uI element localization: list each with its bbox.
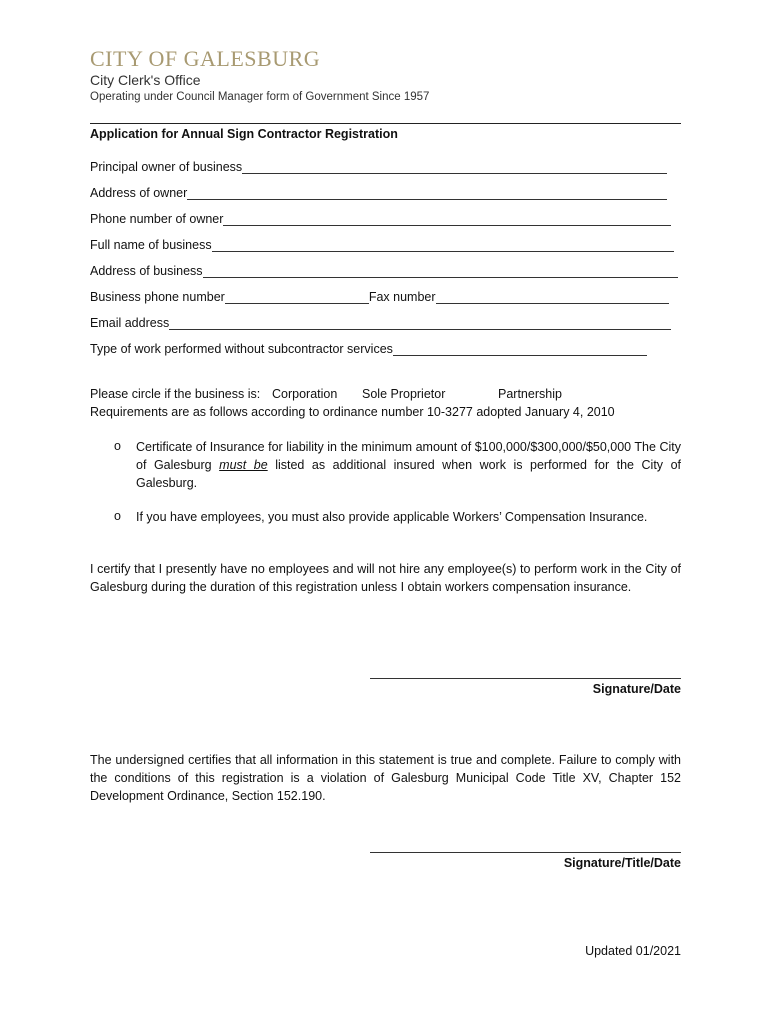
principal-owner-label: Principal owner of business (90, 160, 243, 174)
insurance-requirement (136, 438, 681, 492)
insurance-text-start: Certificate of Insurance for liability in the minimum amount of $100,000/$300,000/$50,000 The City of Galesburg (136, 440, 681, 472)
insurance-text-end: listed as additional insured when work is performed for the City of Galesburg. (136, 458, 681, 490)
business-name-field[interactable] (90, 238, 681, 254)
bullet-marker: o (114, 439, 121, 453)
work-type-blank[interactable] (393, 343, 647, 356)
business-name-label: Full name of business (90, 238, 212, 252)
form-title: Application for Annual Sign Contractor Registration (90, 127, 398, 141)
signature-line-1[interactable] (370, 678, 681, 679)
owner-phone-field[interactable] (90, 212, 681, 228)
principal-owner-blank[interactable] (242, 161, 667, 174)
business-phone-field[interactable] (90, 290, 681, 306)
office-name: City Clerk's Office (90, 72, 201, 88)
business-phone-blank[interactable] (225, 291, 369, 304)
fax-label: Fax number (368, 290, 436, 304)
certification-statement: I certify that I presently have no employees and will not hire any employee(s) to perform work in the City of Galesburg during the duration of this registration unless I obtain workers compensation insurance. (90, 562, 681, 594)
fax-blank[interactable] (436, 291, 669, 304)
must-be-emphasis: must be (219, 458, 268, 472)
owner-address-field[interactable] (90, 186, 681, 202)
owner-address-label: Address of owner (90, 186, 188, 200)
work-type-field[interactable] (90, 342, 681, 358)
government-subtitle: Operating under Council Manager form of Government Since 1957 (90, 91, 430, 103)
business-address-label: Address of business (90, 264, 203, 278)
owner-phone-blank[interactable] (223, 213, 671, 226)
option-sole-proprietor[interactable]: Sole Proprietor (362, 387, 446, 401)
owner-phone-label: Phone number of owner (90, 212, 224, 226)
business-type-prompt: Please circle if the business is: (90, 387, 261, 401)
business-name-blank[interactable] (212, 239, 674, 252)
bullet-marker: o (114, 509, 121, 523)
principal-owner-field[interactable] (90, 160, 681, 176)
work-type-label: Type of work performed without subcontractor services (90, 342, 393, 356)
city-title: CITY OF GALESBURG (90, 46, 321, 71)
workers-comp-requirement: If you have employees, you must also provide applicable Workers’ Compensation Insurance. (136, 510, 648, 524)
owner-address-blank[interactable] (187, 187, 667, 200)
signature-title-date-label: Signature/Title/Date (563, 856, 681, 870)
option-corporation[interactable]: Corporation (272, 387, 338, 401)
business-address-blank[interactable] (203, 265, 678, 278)
requirements-intro: Requirements are as follows according to ordinance number 10-3277 adopted January 4, 2010 (90, 405, 615, 419)
signature-date-label: Signature/Date (592, 682, 681, 696)
updated-date: Updated 01/2021 (585, 944, 681, 958)
email-field[interactable] (90, 316, 681, 332)
email-label: Email address (90, 316, 170, 330)
business-phone-label: Business phone number (90, 290, 225, 304)
option-partnership[interactable]: Partnership (498, 387, 562, 401)
header-divider (90, 123, 681, 124)
undersigned-statement: The undersigned certifies that all information in this statement is true and complete. Failure to comply with the conditions of this registration is a violation of Galesburg Municipal Code Title XV, Chapter 152 Development Ordinance, Section 152.190. (90, 753, 681, 803)
email-blank[interactable] (169, 317, 671, 330)
signature-line-2[interactable] (370, 852, 681, 853)
business-address-field[interactable] (90, 264, 681, 280)
